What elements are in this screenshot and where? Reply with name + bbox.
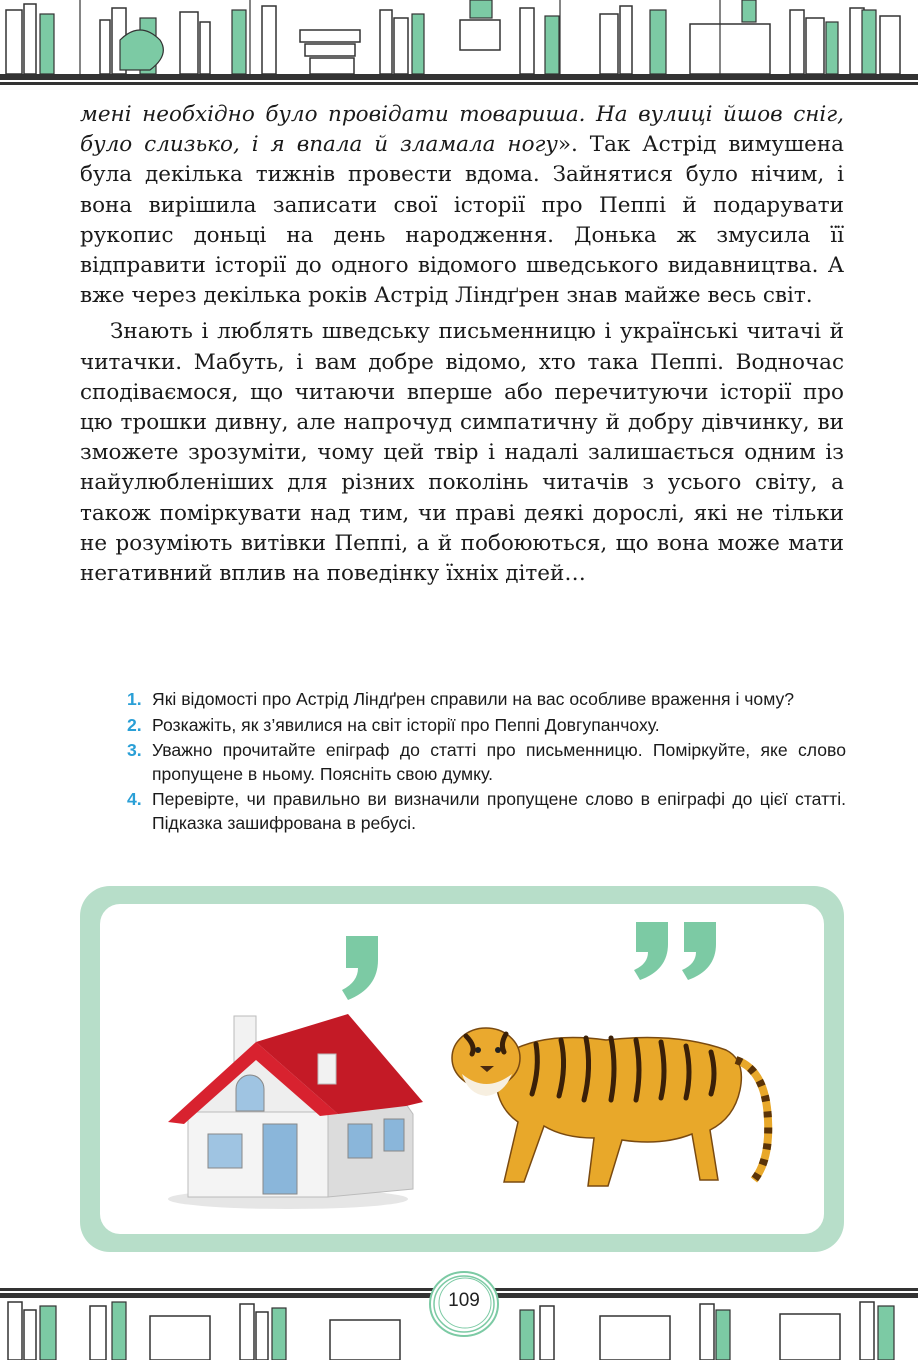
bookshelf-illustration (0, 0, 918, 92)
question-item (122, 714, 846, 738)
question-item (122, 739, 846, 786)
question-number: 1. (127, 689, 142, 709)
tiger-icon (436, 1000, 776, 1218)
page-number: 109 (448, 1290, 480, 1311)
article-body (80, 100, 844, 589)
question-number: 4. (127, 789, 142, 809)
question-item (122, 688, 846, 712)
rebus-panel (100, 904, 824, 1234)
top-bookshelf-decoration (0, 0, 918, 92)
page-number-badge (428, 1268, 500, 1340)
question-number: 2. (127, 714, 142, 735)
question-text: Розкажіть, як з’явилися на світ історії про Пеппі Довгупанчоху. (152, 714, 660, 735)
question-text: Уважно прочитайте епіграф до статті про письменницю. Поміркуйте, яке слово пропущене в ньому. Поясніть свою думку. (152, 740, 846, 784)
quote-continuation: мені необхідно було провідати товариша. На вулиці йшов сніг, було слизько, і я впала й зламала ногу (80, 102, 844, 158)
paragraph-1-text: ». Так Астрід вимушена була декілька тижнів провести вдома. Зайнятися було нічим, і вона вирішила записати свої історії про Пеппі й подарувати рукопис доньці на день народження. Донька ж змусила її відправити історії до одного відомого шведського видавництва. А вже через декілька років Астрід Ліндґрен знав майже весь світ. (80, 132, 844, 309)
rebus-frame (80, 886, 844, 1252)
question-text: Перевірте, чи правильно ви визначили пропущене слово в епіграфі до цієї статті. Підказка зашифрована в ребусі. (152, 789, 846, 833)
closing-quote-icon (632, 918, 724, 984)
paragraph-2: Знають і люблять шведську письменницю і українські читачі й читачки. Мабуть, і вам добре відомо, хто така Пеппі. Водночас сподіваємося, що читаючи вперше або перечитуючи історії про цю трошки дивну, але напрочуд симпатичну й добру дівчинку, ви зможете зрозуміти, чому цей твір і надалі залишається одним із найулюбленіших для різних поколінь читачів з усього світу, а також поміркувати над тим, чи праві деякі дорослі, які не тільки не розуміють витівки Пеппі, а й побоюються, що вона може мати негативний вплив на поведінку їхніх дітей… (80, 319, 844, 587)
questions-list (122, 688, 846, 837)
question-text: Які відомості про Астрід Ліндґрен справили на вас особливе враження і чому? (152, 689, 795, 709)
question-number: 3. (127, 740, 142, 760)
paragraph-1 (80, 100, 844, 311)
house-icon (148, 994, 428, 1214)
question-item (122, 788, 846, 835)
comma-icon (338, 932, 388, 1002)
